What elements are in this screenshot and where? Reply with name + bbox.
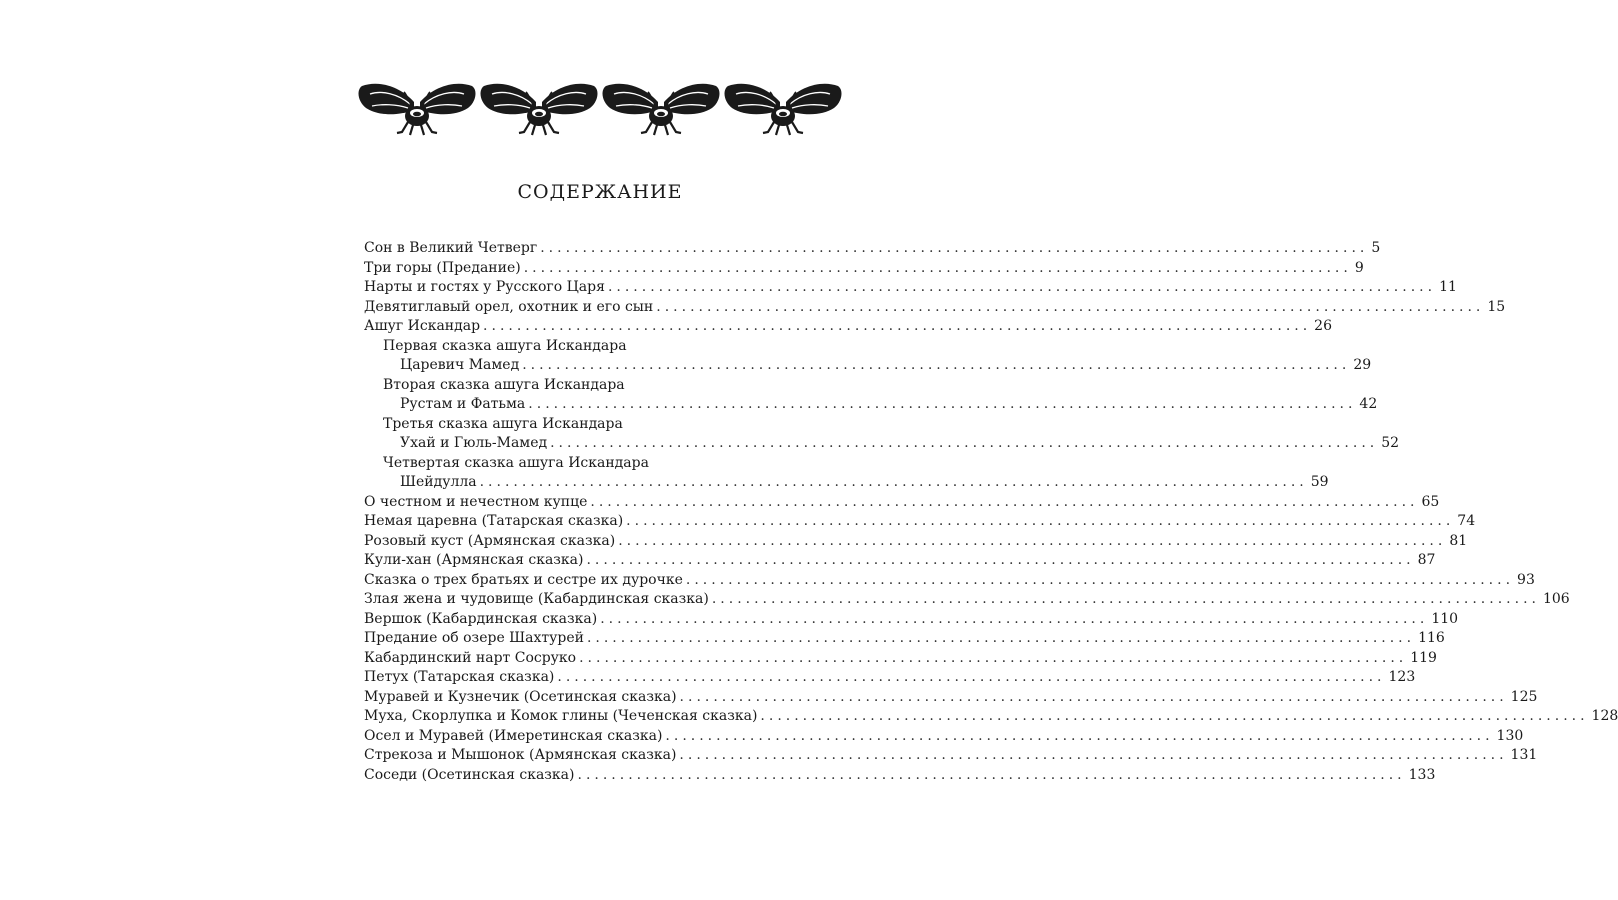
toc-entry-title: Злая жена и чудовище (Кабардинская сказка) (364, 591, 709, 607)
toc-entry-title: Предание об озере Шахтурей (364, 630, 584, 646)
toc-entry (364, 746, 1538, 766)
toc-entry-page: 128 (1591, 708, 1618, 724)
toc-entry (364, 649, 1437, 669)
toc-entry-title: Рустам и Фатьма (400, 396, 526, 412)
dot-leader: .................................................................................................. (579, 649, 1408, 666)
toc-entry (364, 688, 1538, 708)
page-title: СОДЕРЖАНИЕ (517, 181, 683, 203)
dot-leader: .................................................................................................. (711, 591, 1540, 607)
toc-entry-page: 131 (1510, 747, 1538, 763)
toc-entry (364, 727, 1524, 747)
dot-leader: .................................................................................................. (607, 279, 1437, 295)
toc-subheading: Вторая сказка ашуга Искандара (383, 376, 625, 393)
toc-entry-page: 130 (1496, 727, 1524, 744)
dot-leader: .................................................................................................. (557, 669, 1386, 685)
toc-entry-title: Осел и Муравей (Имеретинская сказка) (364, 727, 663, 744)
toc-entry-title: Сказка о трех братьях и сестре их дурочке (364, 571, 683, 588)
toc-entry-title: Девятиглавый орел, охотник и его сын (364, 298, 654, 315)
dot-leader: .................................................................................................. (760, 708, 1589, 724)
toc-entry-page: 106 (1542, 591, 1570, 607)
toc-entry-title: Стрекоза и Мышонок (Армянская сказка) (364, 747, 677, 763)
toc-entry-title: Кули-хан (Армянская сказка) (364, 552, 584, 568)
dot-leader: .................................................................................................. (679, 688, 1508, 705)
toc-entry-page: 59 (1310, 474, 1329, 490)
toc-entry-title: О честном и нечестном купце (364, 493, 588, 510)
dot-leader: .................................................................................................. (590, 493, 1419, 510)
toc-entry-page: 93 (1517, 571, 1535, 588)
toc-entry-title: Три горы (Предание) (364, 259, 521, 276)
toc-entry (364, 493, 1440, 513)
toc-entry-title: Розовый куст (Армянская сказка) (364, 532, 616, 549)
toc-entry (364, 278, 1457, 298)
toc-entry-title: Кабардинский нарт Сосруко (364, 649, 577, 666)
toc-entry (364, 395, 1378, 415)
toc-entry-page: 5 (1371, 240, 1381, 256)
dot-leader: .................................................................................................. (600, 610, 1429, 627)
toc-entry-page: 119 (1410, 649, 1437, 666)
dot-leader: .................................................................................................. (665, 727, 1494, 744)
toc-subheading: Третья сказка ашуга Искандара (383, 415, 623, 432)
toc-entry-title: Царевич Мамед (400, 357, 520, 373)
toc-subheading: Первая сказка ашуга Искандара (383, 337, 627, 354)
toc-entry (364, 610, 1459, 630)
toc-entry (364, 434, 1400, 454)
toc-entry-title: Ашуг Искандар (364, 318, 481, 334)
dot-leader: .................................................................................................. (523, 259, 1352, 276)
dot-leader: .................................................................................................. (656, 298, 1485, 315)
toc-entry (364, 571, 1535, 591)
toc-entry (364, 629, 1445, 649)
toc-entry (364, 590, 1570, 610)
toc-subheading: Четвертая сказка ашуга Искандара (383, 454, 649, 471)
toc-entry-title: Шейдулла (400, 474, 477, 490)
toc-entry (364, 512, 1476, 532)
dot-leader: .................................................................................................. (550, 435, 1379, 451)
toc-entry-page: 125 (1510, 688, 1538, 705)
dot-leader: .................................................................................................. (626, 513, 1455, 529)
toc-entry (364, 259, 1364, 279)
toc-entry-page: 11 (1439, 279, 1457, 295)
toc-entry-page: 116 (1418, 630, 1445, 646)
toc-entry (364, 356, 1372, 376)
toc-entry-page: 87 (1417, 552, 1436, 568)
toc-entry-page: 29 (1353, 357, 1372, 373)
toc-entry-page: 123 (1388, 669, 1416, 685)
dot-leader: .................................................................................................. (586, 630, 1416, 646)
toc-entry-title: Петух (Татарская сказка) (364, 669, 555, 685)
dot-leader: .................................................................................................. (483, 318, 1312, 334)
toc-entry-page: 110 (1431, 610, 1459, 627)
toc-entry-page: 52 (1381, 435, 1400, 451)
dot-leader: .................................................................................................. (522, 357, 1351, 373)
toc-entry (364, 551, 1436, 571)
dot-leader: .................................................................................................. (618, 532, 1447, 549)
dot-leader: .................................................................................................. (528, 396, 1357, 412)
toc-entry (364, 473, 1329, 493)
moth-ornament-icon (356, 72, 844, 144)
toc-entry (364, 239, 1381, 259)
dot-leader: .................................................................................................. (679, 747, 1508, 763)
toc-entry-page: 74 (1457, 513, 1476, 529)
toc-entry (364, 766, 1436, 786)
toc-entry-title: Немая царевна (Татарская сказка) (364, 513, 624, 529)
toc-entry (364, 707, 1618, 727)
table-of-contents (364, 239, 1618, 785)
toc-entry-title: Сон в Великий Четверг (364, 240, 538, 256)
toc-entry-title: Муравей и Кузнечик (Осетинская сказка) (364, 688, 677, 705)
toc-entry (364, 317, 1332, 337)
toc-entry-page: 15 (1487, 298, 1506, 315)
toc-entry (364, 668, 1416, 688)
toc-entry-page: 9 (1354, 259, 1364, 276)
toc-entry-title: Нарты и гостях у Русского Царя (364, 279, 605, 295)
toc-entry-title: Вершок (Кабардинская сказка) (364, 610, 598, 627)
toc-entry-title: Муха, Скорлупка и Комок глины (Чеченская сказка) (364, 708, 758, 724)
toc-entry-page: 81 (1449, 532, 1468, 549)
toc-entry (364, 298, 1506, 318)
toc-entry (364, 532, 1468, 552)
toc-entry-title: Соседи (Осетинская сказка) (364, 766, 575, 783)
toc-entry-page: 42 (1359, 396, 1378, 412)
dot-leader: .................................................................................................. (540, 240, 1369, 256)
toc-entry-title: Ухай и Гюль-Мамед (400, 435, 548, 451)
dot-leader: .................................................................................................. (586, 552, 1415, 568)
dot-leader: .................................................................................................. (479, 474, 1308, 490)
dot-leader: .................................................................................................. (685, 571, 1515, 588)
toc-entry-page: 133 (1408, 766, 1436, 783)
dot-leader: .................................................................................................. (577, 766, 1406, 783)
toc-entry-page: 26 (1314, 318, 1332, 334)
toc-entry-page: 65 (1421, 493, 1440, 510)
